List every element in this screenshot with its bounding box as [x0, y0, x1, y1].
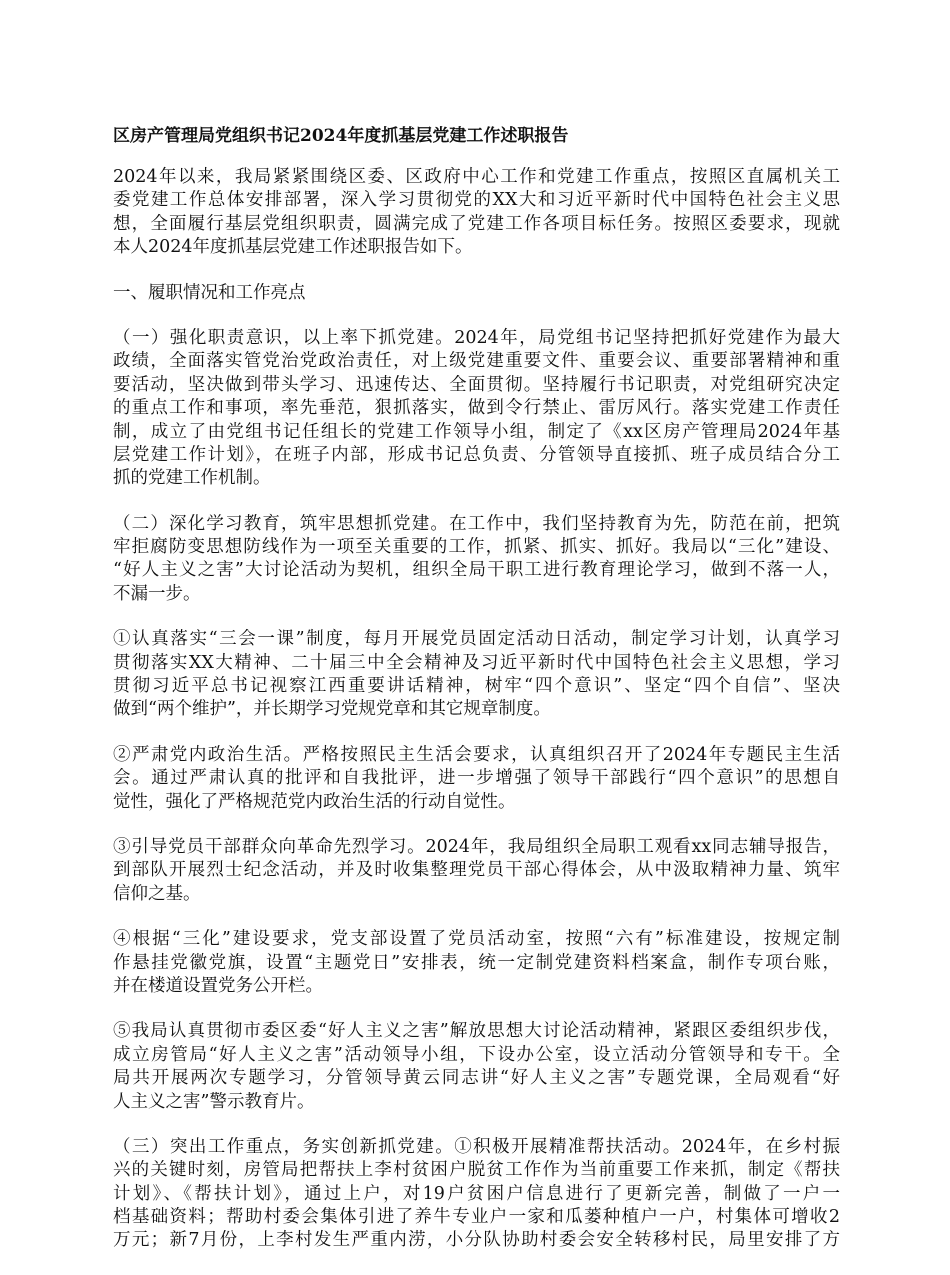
text-line: 计划》、《帮扶计划》，通过上户，对19户贫困户信息进行了更新完善，制做了一户一	[113, 1183, 840, 1204]
text-line: 作悬挂党徽党旗，设置“主题党日”安排表，统一定制党建资料档案盒，制作专项台账，	[113, 952, 840, 973]
text-line: 不漏一步。	[113, 583, 201, 604]
text-line: 到部队开展烈士纪念活动，并及时收集整理党员干部心得体会，从中汲取精神力量、筑牢	[113, 860, 840, 881]
text-line: 会。通过严肃认真的批评和自我批评，进一步增强了领导干部践行“四个意识”的思想自	[113, 768, 840, 789]
text-line: ③引导党员干部群众向革命先烈学习。2024年，我局组织全局职工观看xx同志辅导报告，	[113, 836, 840, 857]
text-line: 层党建工作计划》，在班子内部，形成书记总负责、分管领导直接抓、班子成员结合分工	[113, 444, 840, 465]
text-line: 2024年以来，我局紧紧围绕区委、区政府中心工作和党建工作重点，按照区直属机关工	[113, 167, 840, 187]
text-line: 局共开展两次专题学习，分管领导黄云同志讲“好人主义之害”专题党课，全局观看“好	[113, 1068, 840, 1089]
text-line: 制，成立了由党组书记任组长的党建工作领导小组，制定了《xx区房产管理局2024年基	[113, 421, 840, 442]
text-line: 抓的党建工作机制。	[113, 468, 271, 489]
text-line: ②严肃党内政治生活。严格按照民主生活会要求，认真组织召开了2024年专题民主生活	[113, 744, 840, 765]
paragraph	[113, 513, 840, 607]
text-line: 信仰之基。	[113, 883, 201, 904]
text-line: 一、履职情况和工作亮点	[113, 282, 306, 303]
paragraph	[113, 327, 840, 491]
text-line: 要活动，坚决做到带头学习、迅速传达、全面贯彻。坚持履行书记职责，对党组研究决定	[113, 374, 840, 395]
paragraph	[113, 628, 840, 722]
text-line: ④根据“三化”建设要求，党支部设置了党员活动室，按照“六有”标准建设，按规定制	[113, 929, 840, 950]
section-heading	[113, 282, 840, 305]
text-line: 成立房管局“好人主义之害”活动领导小组，下设办公室，设立活动分管领导和专干。全	[113, 1044, 840, 1065]
text-line: 贯彻习近平总书记视察江西重要讲话精神，树牢“四个意识”、坚定“四个自信”、坚决	[113, 676, 840, 697]
text-line: 政绩，全面落实管党治党政治责任，对上级党建重要文件、重要会议、重要部署精神和重	[113, 351, 840, 372]
text-line: 觉性，强化了严格规范党内政治生活的行动自觉性。	[113, 791, 516, 812]
text-line: 做到“两个维护”，并长期学习党规党章和其它规章制度。	[113, 699, 551, 720]
document-title: 区房产管理局党组织书记2024年度抓基层党建工作述职报告	[113, 126, 569, 146]
text-line: “好人主义之害”大讨论活动为契机，组织全局干职工进行教育理论学习，做到不落一人，	[113, 560, 840, 581]
paragraph	[113, 1136, 840, 1253]
document-body	[113, 166, 840, 1253]
text-line: （三）突出工作重点，务实创新抓党建。①积极开展精准帮扶活动。2024年，在乡村振	[113, 1136, 840, 1157]
text-line: 本人2024年度抓基层党建工作述职报告如下。	[113, 237, 473, 258]
paragraph	[113, 1020, 840, 1114]
text-line: ⑤我局认真贯彻市委区委“好人主义之害”解放思想大讨论活动精神，紧跟区委组织步伐，	[113, 1021, 840, 1042]
paragraph	[113, 928, 840, 998]
text-line: 牢拒腐防变思想防线作为一项至关重要的工作，抓紧、抓实、抓好。我局以“三化”建设、	[113, 537, 840, 558]
text-line: 档基础资料；帮助村委会集体引进了养牛专业户一家和瓜蒌种植户一户，村集体可增收2	[113, 1207, 840, 1228]
text-line: 想，全面履行基层党组织职责，圆满完成了党建工作各项目标任务。按照区委要求，现就	[113, 213, 840, 234]
text-line: 并在楼道设置党务公开栏。	[113, 975, 323, 996]
text-line: （一）强化职责意识，以上率下抓党建。2024年，局党组书记坚持把抓好党建作为最大	[113, 327, 840, 348]
text-line: 兴的关键时刻，房管局把帮扶上李村贫困户脱贫工作作为当前重要工作来抓，制定《帮扶	[113, 1160, 840, 1181]
text-line: 委党建工作总体安排部署，深入学习贯彻党的XX大和习近平新时代中国特色社会主义思	[113, 190, 840, 211]
document-page	[113, 124, 840, 1275]
text-line: ①认真落实“三会一课”制度，每月开展党员固定活动日活动，制定学习计划，认真学习	[113, 629, 840, 650]
text-line: 的重点工作和事项，率先垂范，狠抓落实，做到令行禁止、雷厉风行。落实党建工作责任	[113, 398, 840, 419]
paragraph	[113, 836, 840, 906]
text-line: （二）深化学习教育，筑牢思想抓党建。在工作中，我们坚持教育为先，防范在前，把筑	[113, 513, 840, 534]
text-line: 人主义之害”警示教育片。	[113, 1091, 315, 1112]
text-line: 贯彻落实XX大精神、二十届三中全会精神及习近平新时代中国特色社会主义思想，学习	[113, 652, 840, 673]
paragraph	[113, 744, 840, 814]
paragraph	[113, 166, 840, 260]
text-line: 万元；新7月份，上李村发生严重内涝，小分队协助村委会安全转移村民，局里安排了方	[113, 1230, 840, 1251]
